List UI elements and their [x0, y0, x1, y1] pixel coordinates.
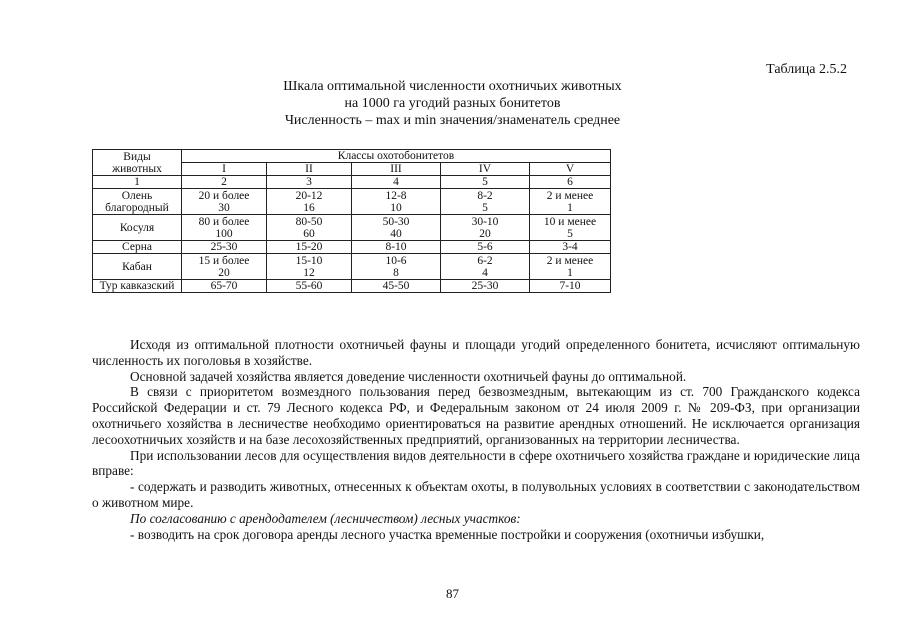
table-cell: 45-50	[352, 280, 441, 293]
paragraph: При использовании лесов для осуществления видов деятельности в сфере охотничьего хозяйства граждане и юридические лица вправе:	[92, 447, 860, 479]
paragraph: - содержать и разводить животных, отнесенных к объектам охоты, в полувольных условиях в соответствии с законодательством о животном мире.	[92, 479, 860, 510]
table-cell: 20-12 16	[267, 189, 352, 215]
table-cell: 12-8 10	[352, 189, 441, 215]
header-species: Виды животных	[93, 150, 182, 176]
class-header: III	[352, 163, 441, 176]
species-name: Кабан	[93, 254, 182, 280]
table-cell: 50-30 40	[352, 215, 441, 241]
table-row	[93, 254, 611, 280]
page-number: 87	[446, 586, 459, 601]
table-label: Таблица 2.5.2	[766, 62, 847, 77]
paragraph: Основной задачей хозяйства является доведение численности охотничьей фауны до оптимальной.	[130, 368, 687, 384]
column-number: 2	[182, 176, 267, 189]
table-cell: 3-4	[530, 241, 611, 254]
header-classes: Классы охотобонитетов	[182, 150, 611, 163]
column-numbers-row	[93, 176, 611, 189]
class-header: IV	[441, 163, 530, 176]
title-line-3: Численность – max и min значения/знаменатель среднее	[284, 113, 621, 128]
column-number: 1	[93, 176, 182, 189]
paragraph: - возводить на срок договора аренды лесного участка временные постройки и сооружения (охотничьи избушки,	[130, 526, 765, 542]
bonitet-scale-table	[92, 149, 611, 293]
table-row	[93, 241, 611, 254]
table-cell: 20 и более 30	[182, 189, 267, 215]
table-title	[0, 78, 905, 129]
species-name: Тур кавказский	[93, 280, 182, 293]
table-cell: 55-60	[267, 280, 352, 293]
table-cell: 10 и менее 5	[530, 215, 611, 241]
paragraph: Исходя из оптимальной плотности охотничьей фауны и площади угодий определенного бонитета, исчисляют оптимальную численность их поголовья в хозяйстве.	[92, 337, 860, 368]
table-cell: 25-30	[441, 280, 530, 293]
species-name: Косуля	[93, 215, 182, 241]
table-row	[93, 280, 611, 293]
table-cell: 8-2 5	[441, 189, 530, 215]
body-text	[92, 337, 860, 542]
table-cell: 6-2 4	[441, 254, 530, 280]
paragraph: В связи с приоритетом возмездного пользования перед безвозмездным, вытекающим из ст. 700 Гражданского кодекса Российской Федерации и ст. 79 Лесного кодекса РФ, и Федеральным законом от 24 июля 2009 г. № 209-ФЗ, при организации охотничьего хозяйства в лесничестве необходимо ориентироваться на развитие арендных отношений. Не исключается организация лесоохотничьих хозяйств и на базе лесохозяйственных предприятий, организованных на территории лесничества.	[92, 384, 860, 447]
table-cell: 10-6 8	[352, 254, 441, 280]
table-cell: 15-20	[267, 241, 352, 254]
column-number: 3	[267, 176, 352, 189]
class-header: II	[267, 163, 352, 176]
title-line-2: на 1000 га угодий разных бонитетов	[344, 96, 561, 111]
table-cell: 2 и менее 1	[530, 254, 611, 280]
column-number: 4	[352, 176, 441, 189]
table-cell: 80 и более 100	[182, 215, 267, 241]
table-cell: 2 и менее 1	[530, 189, 611, 215]
table-row	[93, 215, 611, 241]
table-cell: 8-10	[352, 241, 441, 254]
class-header: I	[182, 163, 267, 176]
table-cell: 30-10 20	[441, 215, 530, 241]
title-line-1: Шкала оптимальной численности охотничьих животных	[283, 79, 622, 94]
column-number: 5	[441, 176, 530, 189]
class-header: V	[530, 163, 611, 176]
table-cell: 7-10	[530, 280, 611, 293]
species-name: Серна	[93, 241, 182, 254]
italic-paragraph: По согласованию с арендодателем (лесничеством) лесных участков:	[130, 510, 521, 526]
table-cell: 65-70	[182, 280, 267, 293]
table-cell: 80-50 60	[267, 215, 352, 241]
table-cell: 15 и более 20	[182, 254, 267, 280]
table-row	[93, 189, 611, 215]
table-cell: 5-6	[441, 241, 530, 254]
table-cell: 25-30	[182, 241, 267, 254]
column-number: 6	[530, 176, 611, 189]
species-name: Олень благородный	[93, 189, 182, 215]
table-cell: 15-10 12	[267, 254, 352, 280]
